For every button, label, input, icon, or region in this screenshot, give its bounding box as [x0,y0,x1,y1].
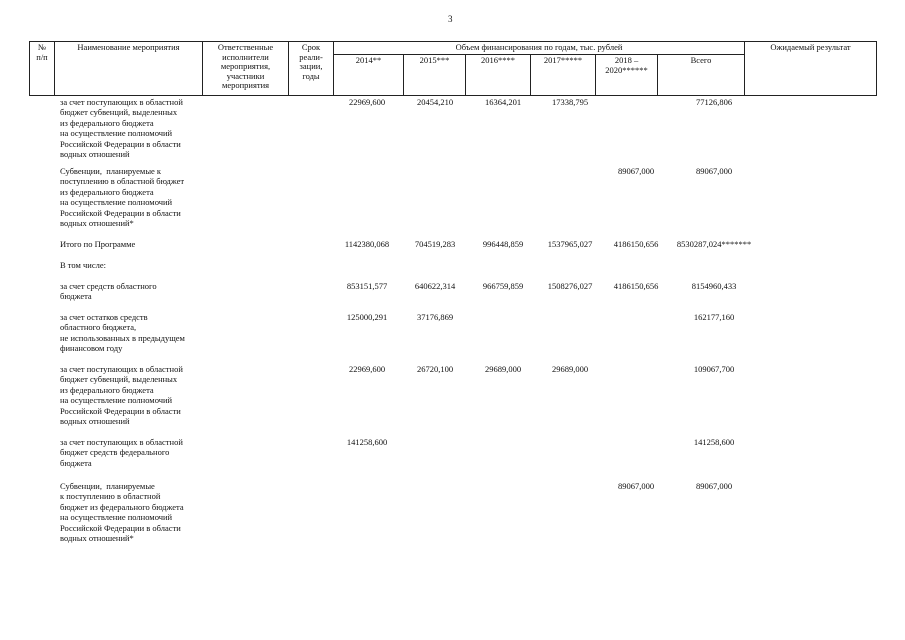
header-year: 2016**** [466,55,531,96]
row-value: 22969,600 [348,364,386,374]
row-total: 162177,160 [693,312,735,322]
row-total: 89067,000 [695,481,733,491]
header-name: Наименование мероприятия [55,42,203,96]
row-total: 8154960,433 [691,281,737,291]
header-result: Ожидаемый результат [745,42,877,96]
header-total: Всего [658,55,745,96]
row-label: за счет поступающих в областной бюджет субвенций, выделенных из федерального бюджета на осуществление полномочий Российской Федерации в области водных отношений [60,97,183,160]
row-total: 8530287,024******* [676,239,752,249]
page-number: 3 [448,14,453,24]
row-label: Итого по Программе [60,239,136,249]
header-year: 2018 – 2020****** [596,55,658,96]
header-term: Срок реали- зации, годы [289,42,334,96]
row-value: 29689,000 [484,364,522,374]
header-responsible: Ответственные исполнители мероприятия, участники мероприятия [203,42,289,96]
row-value: 125000,291 [346,312,388,322]
row-value: 1508276,027 [547,281,593,291]
row-value: 37176,869 [416,312,454,322]
row-value: 26720,100 [416,364,454,374]
header-year: 2015*** [404,55,466,96]
row-value: 89067,000 [617,166,655,176]
row-label: Субвенции, планируемые к поступлению в областной бюджет из федерального бюджета на осуществление полномочий Российской Федерации в области водных отношений* [60,166,185,229]
header-no: № п/п [30,42,55,96]
row-value: 29689,000 [551,364,589,374]
row-value: 853151,577 [346,281,388,291]
row-value: 966759,859 [482,281,524,291]
row-value: 20454,210 [416,97,454,107]
row-value: 4186150,656 [613,281,659,291]
row-label: за счет остатков средств областного бюджета, не использованных в предыдущем финансовом году [60,312,185,354]
row-total: 109067,700 [693,364,735,374]
row-label: за счет средств областного бюджета [60,281,157,302]
row-value: 22969,600 [348,97,386,107]
row-value: 640622,314 [414,281,456,291]
row-label: за счет поступающих в областной бюджет субвенций, выделенных из федерального бюджета на осуществление полномочий Российской Федерации в области водных отношений [60,364,183,427]
row-total: 141258,600 [693,437,735,447]
table-header [29,41,877,96]
row-label: Субвенции, планируемые к поступлению в областной бюджет из федерального бюджета на осуществление полномочий Российской Федерации в области водных отношений* [60,481,184,544]
row-value: 16364,201 [484,97,522,107]
row-value: 89067,000 [617,481,655,491]
row-total: 77126,806 [695,97,733,107]
row-label: за счет поступающих в областной бюджет средств федерального бюджета [60,437,183,468]
row-value: 4186150,656 [613,239,659,249]
row-value: 1537965,027 [547,239,593,249]
row-value: 1142380,068 [344,239,390,249]
header-year: 2014** [334,55,404,96]
row-value: 704519,283 [414,239,456,249]
row-total: 89067,000 [695,166,733,176]
row-value: 17338,795 [551,97,589,107]
header-year: 2017***** [531,55,596,96]
row-value: 996448,859 [482,239,524,249]
row-value: 141258,600 [346,437,388,447]
header-financing: Объем финансирования по годам, тыс. рублей [334,42,745,55]
row-label: В том числе: [60,260,106,270]
